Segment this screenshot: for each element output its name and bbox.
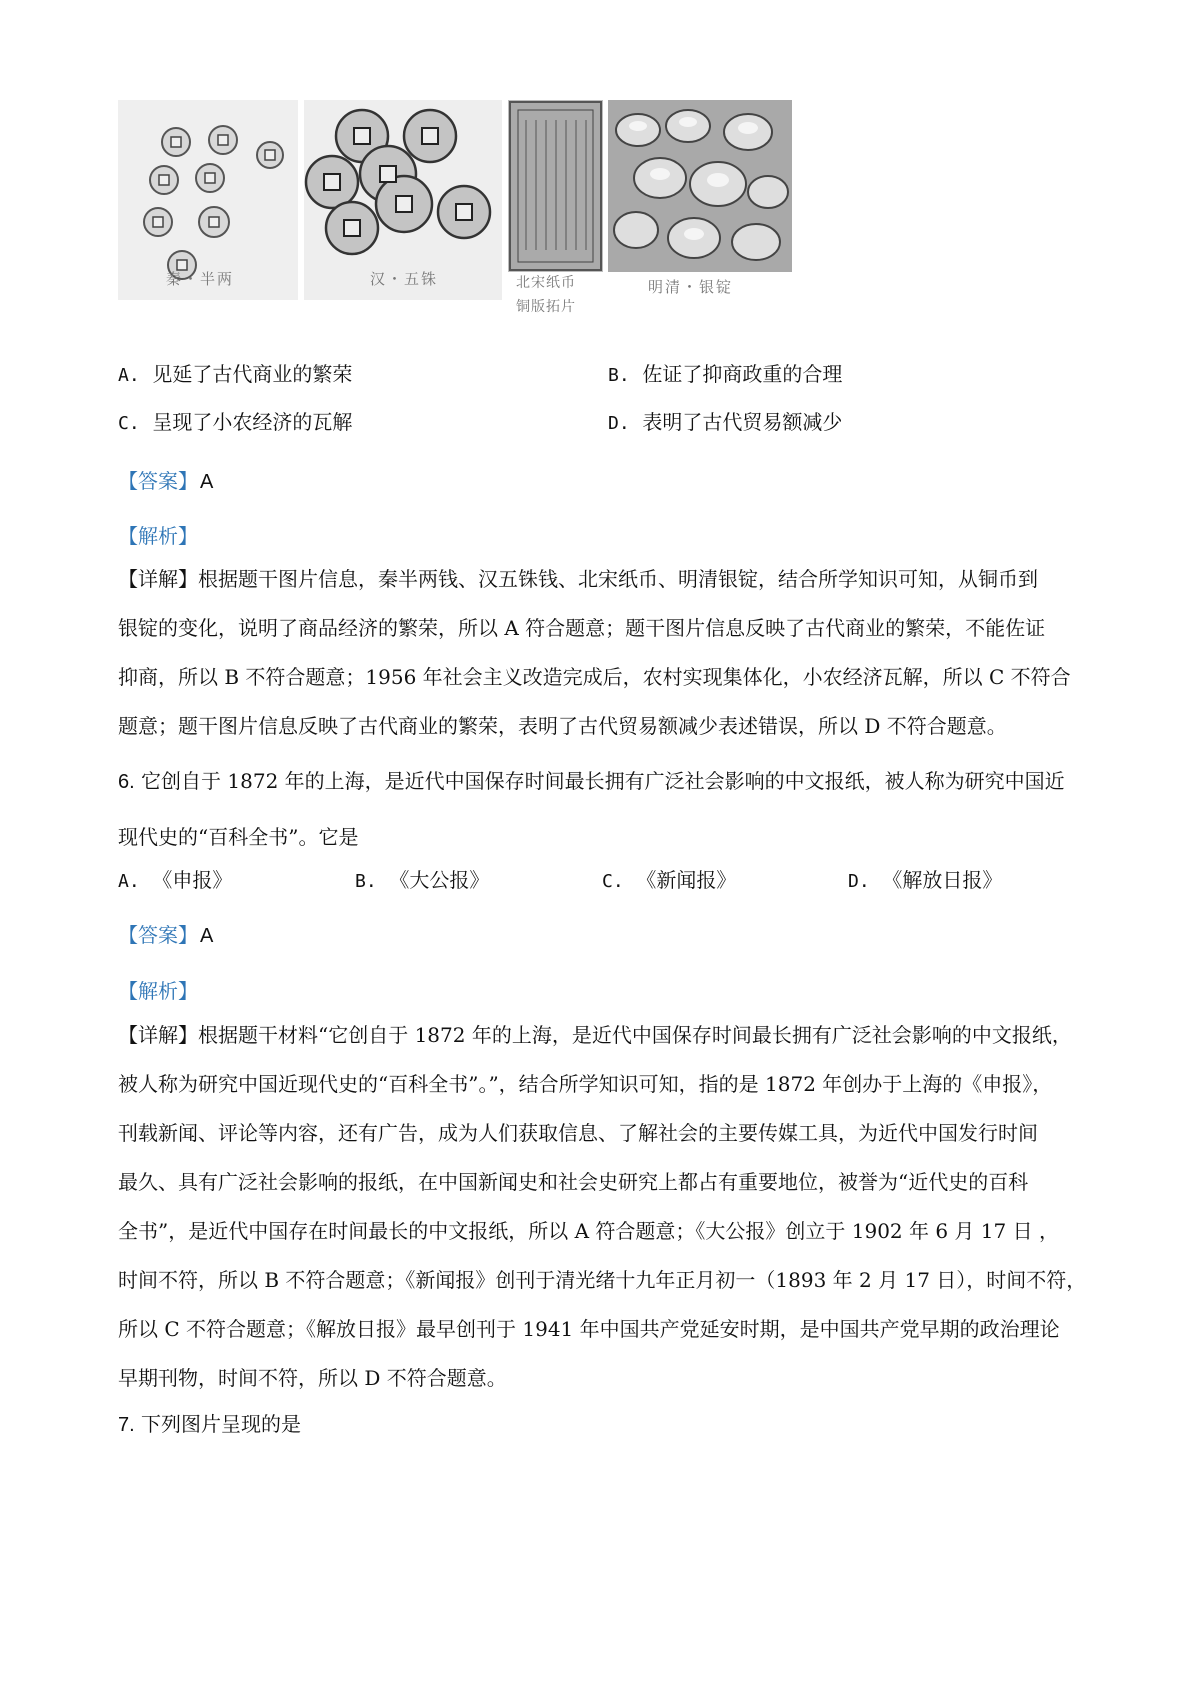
q5-detail <box>118 555 1100 751</box>
q6-option-d: D. 《解放日报》 <box>848 868 1003 892</box>
q6-stem-line: 现代史的“百科全书”。它是 <box>118 825 359 849</box>
caption-song-2: 铜版拓片 <box>516 299 576 315</box>
analysis-tag: 【解析】 <box>118 979 198 1003</box>
q6-detail-line: 全书”，是近代中国存在时间最长的中文报纸，所以 A 符合题意；《大公报》创立于 1902 年 6 月 17 日 ， <box>118 1219 1059 1243</box>
caption-han: 汉・五铢 <box>370 270 439 288</box>
q6-option-b: B. 《大公报》 <box>355 868 490 892</box>
silver-ingots-illustration <box>608 100 792 272</box>
caption-ming-qing: 明清・银锭 <box>648 278 734 296</box>
q5-detail-line: 抑商，所以 B 不符合题意；1956 年社会主义改造完成后，农村实现集体化，小农经济瓦解，所以 C 不符合 <box>118 665 1071 689</box>
currency-figure <box>118 100 878 345</box>
question-number: 6. <box>118 771 135 793</box>
q6-detail-line: 【详解】根据题干材料“它创自于 1872 年的上海，是近代中国保存时间最长拥有广泛社会影响的中文报纸， <box>118 1023 1072 1047</box>
q5-detail-line: 【详解】根据题干图片信息，秦半两钱、汉五铢钱、北宋纸币、明清银锭，结合所学知识可知，从铜币到 <box>118 567 1038 591</box>
q6-detail-line: 早期刊物，时间不符，所以 D 不符合题意。 <box>118 1366 507 1390</box>
q5-option-a: A. 见延了古代商业的繁荣 <box>118 362 353 386</box>
q5-detail-line: 题意；题干图片信息反映了古代商业的繁荣，表明了古代贸易额减少表述错误，所以 D 不符合题意。 <box>118 714 1007 738</box>
caption-song-1: 北宋纸币 <box>516 275 576 291</box>
banknote-rubbing-illustration <box>508 100 603 272</box>
q6-option-c: C. 《新闻报》 <box>602 868 737 892</box>
answer-value: A <box>200 925 214 947</box>
q7-stem: 7. 下列图片呈现的是 <box>118 1412 302 1436</box>
q6-answer <box>118 919 213 948</box>
analysis-tag: 【解析】 <box>118 524 198 548</box>
q6-detail-line: 所以 C 不符合题意；《解放日报》最早创刊于 1941 年中国共产党延安时期，是中国共产党早期的政治理论 <box>118 1317 1060 1341</box>
song-paper-money-photo <box>508 100 603 272</box>
answer-value: A <box>200 471 214 493</box>
q6-analysis-heading <box>118 975 198 1004</box>
answer-tag: 【答案】 <box>118 469 198 493</box>
q6-detail-line: 最久、具有广泛社会影响的报纸，在中国新闻史和社会史研究上都占有重要地位，被誉为“近代史的百科 <box>118 1170 1029 1194</box>
q6-detail <box>118 1011 1100 1403</box>
caption-qin: 秦・半两 <box>166 270 235 288</box>
ming-qing-silver-photo <box>608 100 792 272</box>
q5-option-b: B. 佐证了抑商政重的合理 <box>608 362 843 386</box>
q5-answer <box>118 465 213 494</box>
q6-detail-line: 被人称为研究中国近现代史的“百科全书”。”，结合所学知识可知，指的是 1872 年创办于上海的《申报》， <box>118 1072 1053 1096</box>
q5-analysis-heading <box>118 520 198 549</box>
q5-option-c: C. 呈现了小农经济的瓦解 <box>118 410 353 434</box>
q6-option-a: A. 《申报》 <box>118 868 233 892</box>
q6-detail-line: 时间不符，所以 B 不符合题意；《新闻报》创刊于清光绪十九年正月初一（1893 年 2 月 17 日），时间不符， <box>118 1268 1087 1292</box>
question-number: 7. <box>118 1414 135 1436</box>
q5-detail-line: 银锭的变化，说明了商品经济的繁荣，所以 A 符合题意；题干图片信息反映了古代商业的繁荣，不能佐证 <box>118 616 1046 640</box>
answer-tag: 【答案】 <box>118 923 198 947</box>
q6-stem-line: 6. 它创自于 1872 年的上海，是近代中国保存时间最长拥有广泛社会影响的中文报纸，被人称为研究中国近 <box>118 769 1065 793</box>
q5-option-d: D. 表明了古代贸易额减少 <box>608 410 843 434</box>
q6-stem <box>118 754 1100 865</box>
q6-detail-line: 刊载新闻、评论等内容，还有广告，成为人们获取信息、了解社会的主要传媒工具，为近代中国发行时间 <box>118 1121 1038 1145</box>
